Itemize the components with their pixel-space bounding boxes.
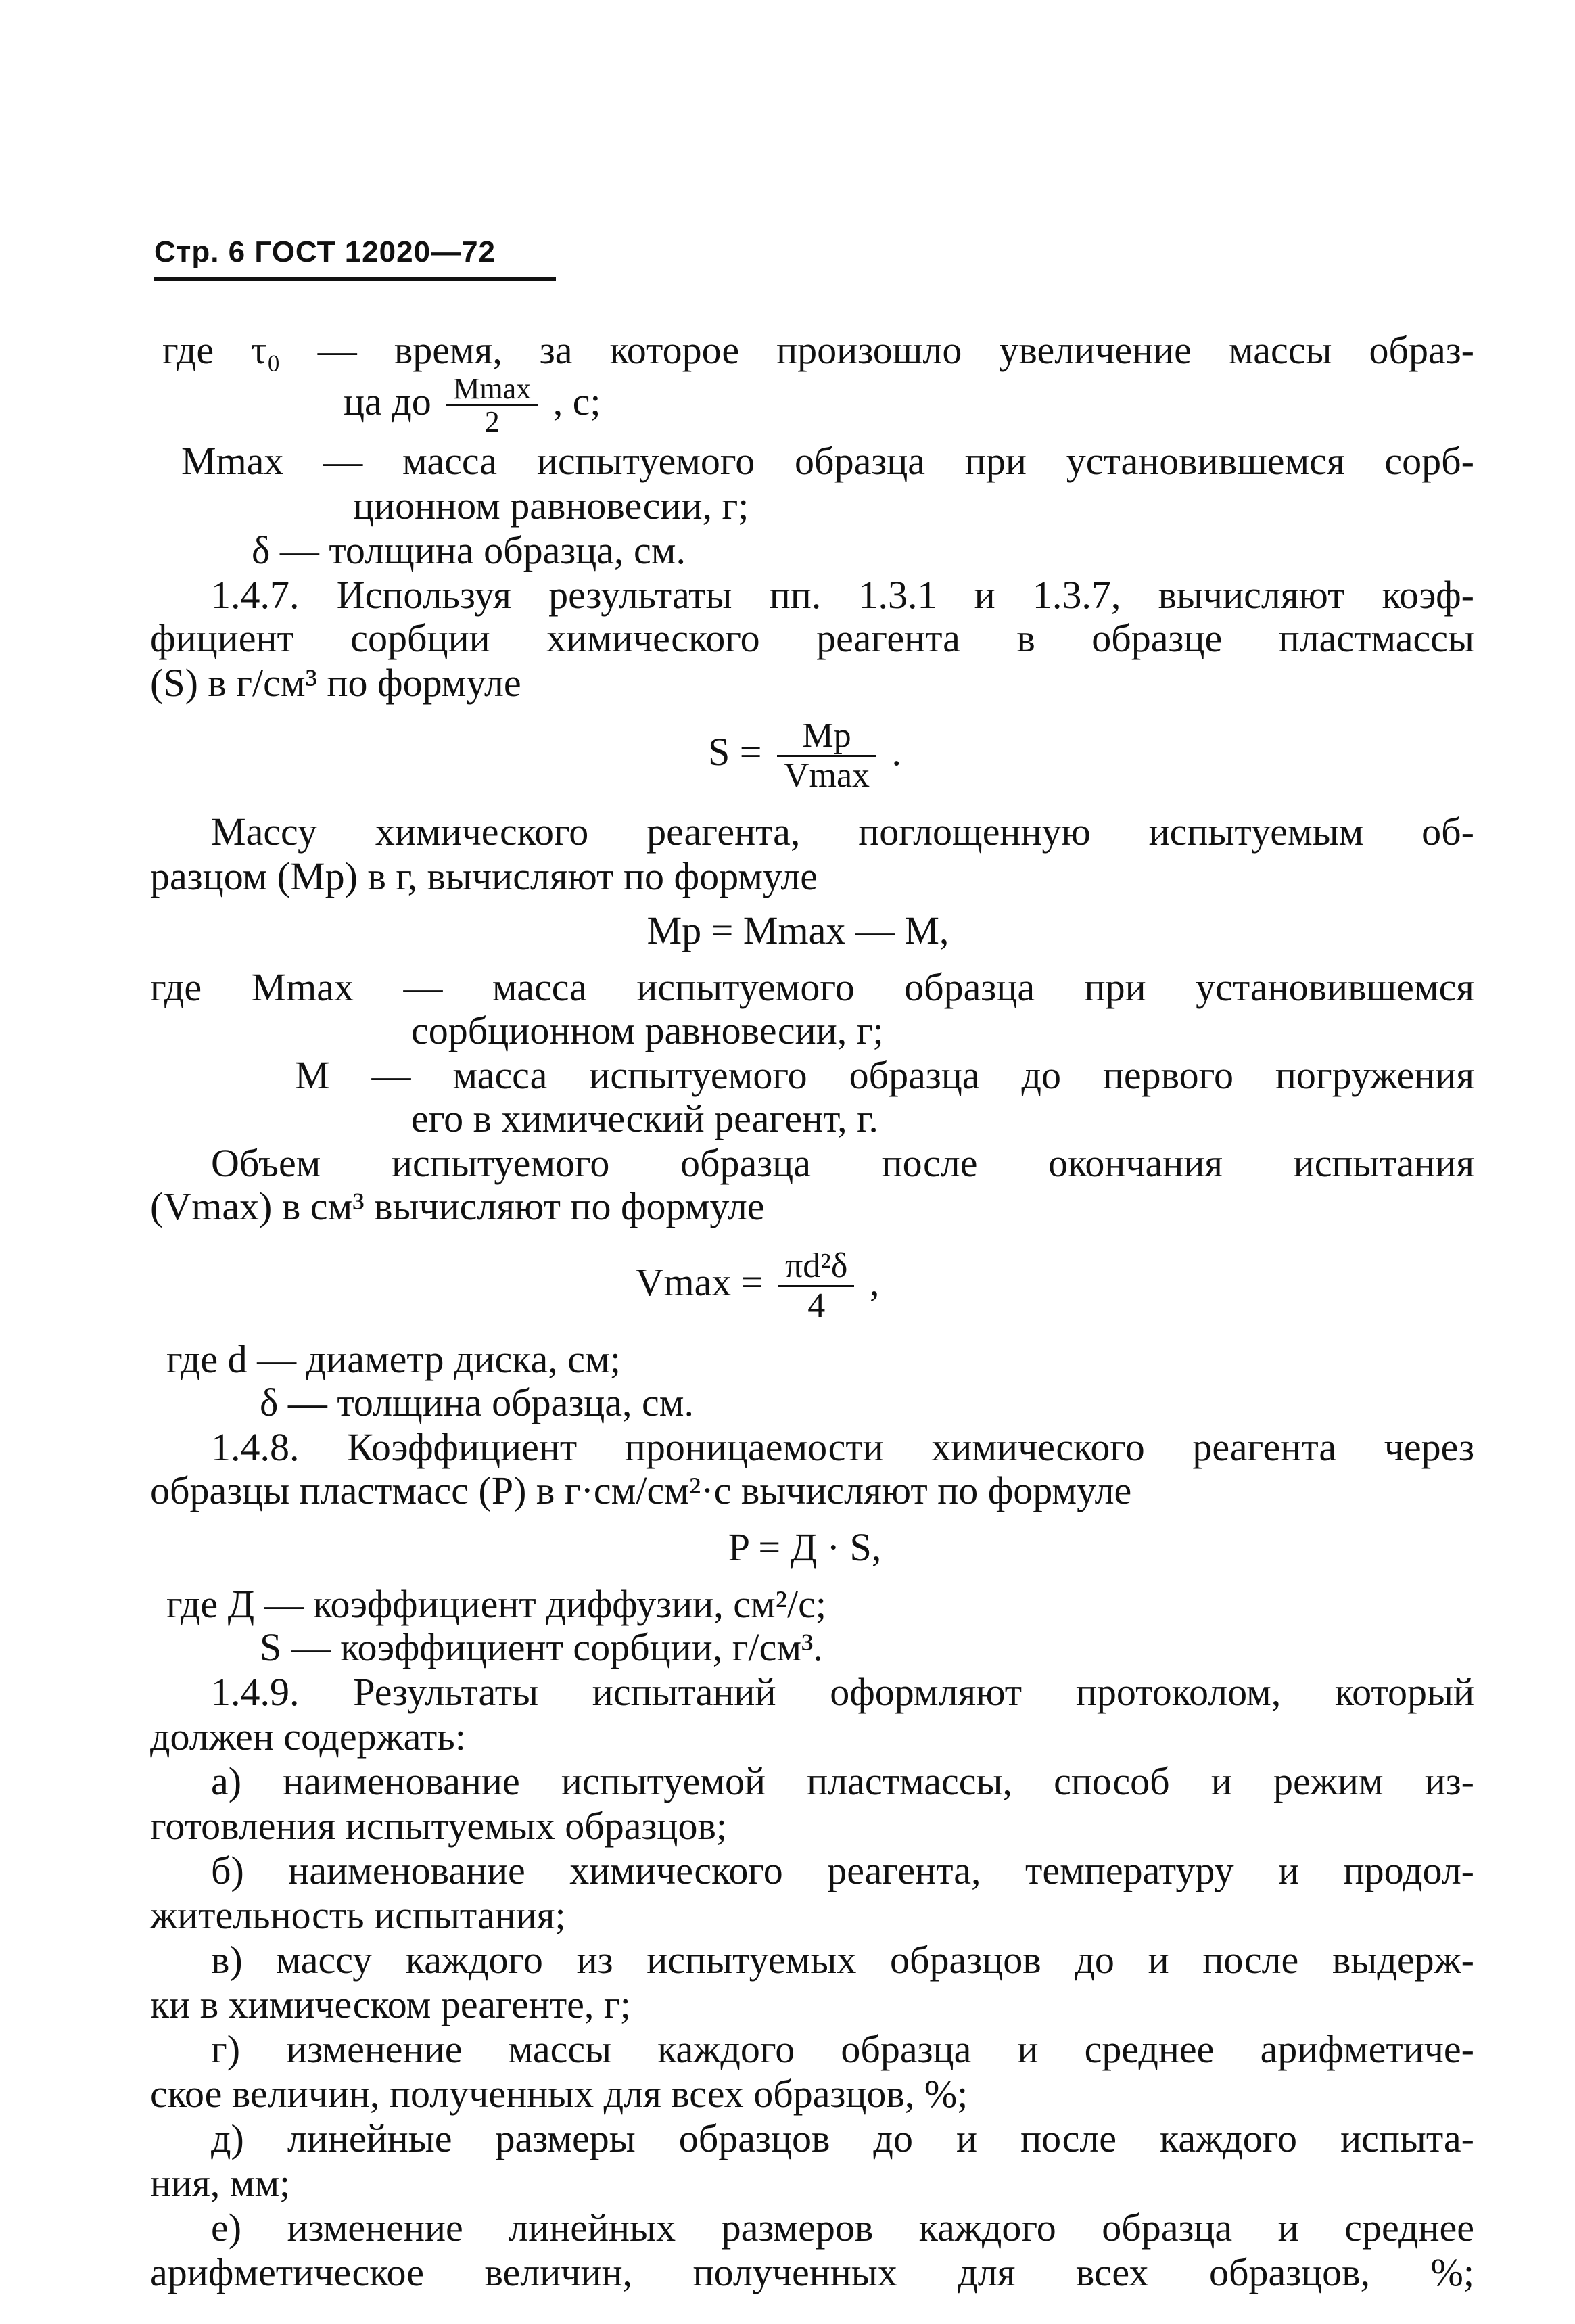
list-item: е) изменение линейных размеров каждого образца и среднее	[211, 2206, 1474, 2250]
text-line: Mmax — масса испытуемого образца при установившемся сорб-	[181, 439, 1474, 483]
text-line: (S) в г/см³ по формуле	[150, 661, 521, 705]
fraction	[446, 373, 538, 438]
fraction	[777, 717, 876, 795]
formula-end: ,	[869, 1259, 880, 1304]
text-line: δ — толщина образца, см.	[260, 1380, 694, 1424]
text-line: готовления испытуемых образцов;	[150, 1804, 727, 1848]
text-line: 1.4.8. Коэффициент проницаемости химического реагента через	[211, 1425, 1474, 1469]
fraction-denominator: 2	[484, 405, 500, 438]
text-line: ское величин, полученных для всех образцов, %;	[150, 2072, 968, 2116]
text-line: 1.4.9. Результаты испытаний оформляют протоколом, который	[211, 1670, 1474, 1714]
text-line: арифметическое величин, полученных для всех образцов, %;	[150, 2250, 1474, 2294]
formula-mass: Mp = Mmax — M,	[647, 908, 949, 952]
text-line: жительность испытания;	[150, 1893, 566, 1937]
formula-volume	[595, 1247, 920, 1325]
text-line: сорбционном равновесии, г;	[411, 1008, 884, 1052]
text-line: его в химический реагент, г.	[411, 1096, 878, 1140]
list-item: в) массу каждого из испытуемых образцов до и после выдерж-	[211, 1938, 1474, 1982]
text-line: δ — толщина образца, см.	[252, 528, 686, 572]
fraction-numerator: πd²δ	[778, 1247, 854, 1287]
text-line: где Mmax — масса испытуемого образца при установившемся	[150, 965, 1474, 1009]
fraction-denominator: 4	[807, 1286, 826, 1325]
text-fragment: , с;	[553, 379, 601, 423]
page-header: Стр. 6 ГОСТ 12020—72	[154, 235, 496, 269]
formula-permeability: P = Д · S,	[728, 1525, 882, 1569]
list-item: б) наименование химического реагента, температуру и продол-	[211, 1849, 1474, 1892]
text-line: ционном равновесии, г;	[353, 484, 749, 528]
text-line	[344, 373, 601, 438]
text-line: M — масса испытуемого образца до первого погружения	[295, 1053, 1474, 1097]
text-line: ки в химическом реагенте, г;	[150, 1982, 631, 2026]
text-line: S — коэффициент сорбции, г/см³.	[260, 1625, 823, 1669]
text-line: (Vmax) в см³ вычисляют по формуле	[150, 1184, 765, 1228]
text-line: ния, мм;	[150, 2161, 291, 2205]
list-item: а) наименование испытуемой пластмассы, способ и режим из-	[211, 1759, 1474, 1803]
text-line: где d — диаметр диска, см;	[166, 1337, 621, 1381]
formula-lhs: Vmax =	[635, 1259, 763, 1304]
text-line: Объем испытуемого образца после окончания испытания	[211, 1141, 1474, 1185]
text-line: Массу химического реагента, поглощенную испытуемым об-	[211, 810, 1474, 854]
fraction-numerator: Mp	[777, 717, 876, 757]
text-line: фициент сорбции химического реагента в образце пластмассы	[150, 616, 1474, 660]
list-item: д) линейные размеры образцов до и после каждого испыта-	[211, 2116, 1474, 2160]
text-line: 1.4.7. Используя результаты пп. 1.3.1 и 1.3.7, вычисляют коэф-	[211, 573, 1474, 617]
text-line: образцы пластмасс (P) в г·см/см²·с вычисляют по формуле	[150, 1468, 1132, 1512]
text-line: разцом (Mp) в г, вычисляют по формуле	[150, 854, 818, 898]
text-line: где τ₀ — время, за которое произошло увеличение массы образ-	[162, 328, 1474, 372]
list-item: г) изменение массы каждого образца и среднее арифметиче-	[211, 2027, 1474, 2071]
text-fragment: ца до	[344, 379, 431, 423]
fraction-numerator: Mmax	[446, 373, 538, 406]
fraction	[778, 1247, 854, 1325]
formula-sorption	[649, 717, 960, 795]
header-rule	[154, 277, 556, 281]
text-line: должен содержать:	[150, 1715, 466, 1759]
formula-lhs: S =	[707, 729, 762, 774]
text-line: где Д — коэффициент диффузии, см²/с;	[166, 1582, 827, 1626]
formula-end: .	[891, 729, 902, 774]
fraction-denominator: Vmax	[783, 756, 870, 795]
